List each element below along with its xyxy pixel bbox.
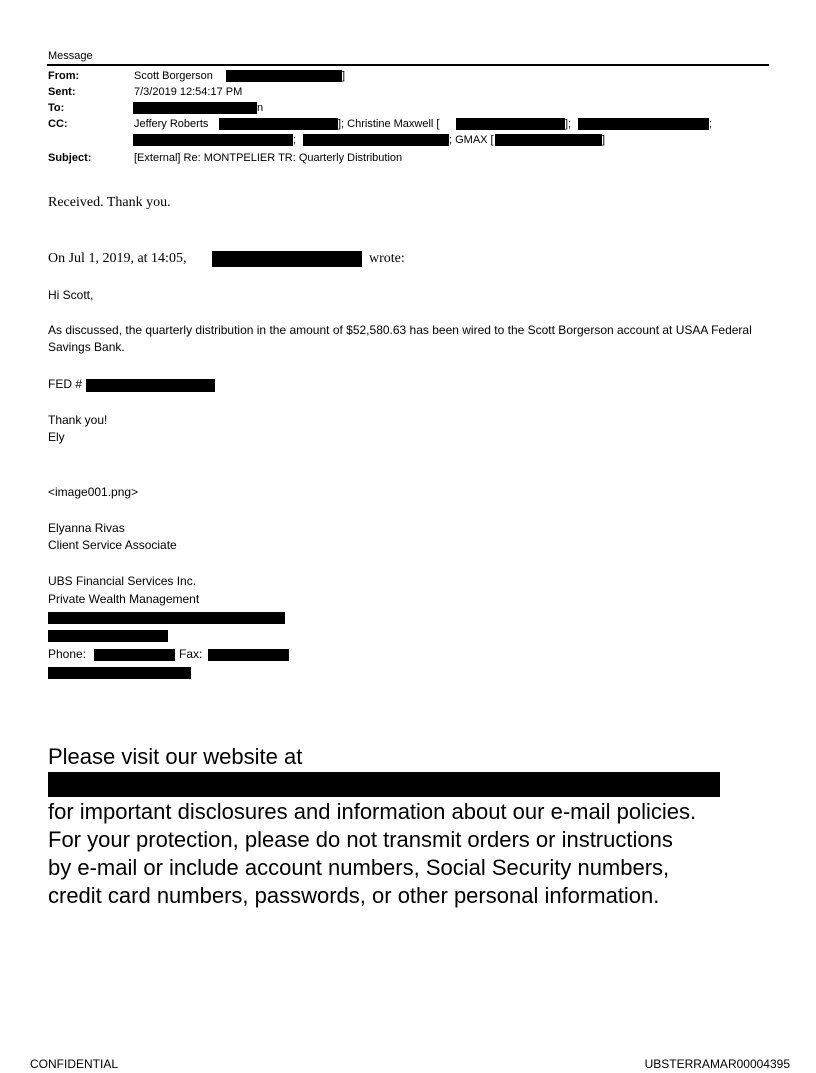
thanks: Thank you! [48, 413, 108, 427]
sign-off: Ely [48, 430, 65, 444]
cc-sep-3: ; [293, 134, 297, 146]
quote-attribution-prefix: On Jul 1, 2019, at 14:05, [48, 251, 187, 266]
sent-value: 7/3/2019 12:54:17 PM [134, 86, 243, 98]
redaction-address-2 [48, 630, 168, 642]
disclaimer-visit: Please visit our website at [48, 744, 303, 769]
cc-close: ] [602, 134, 606, 146]
image-placeholder: <image001.png> [48, 485, 139, 499]
to-tail: n [257, 102, 264, 114]
redaction-from-email [226, 70, 342, 82]
phone-label: Phone: [48, 647, 87, 661]
cc-sep-1: ]; [565, 118, 572, 130]
redaction-sender [212, 251, 362, 267]
greeting: Hi Scott, [48, 288, 94, 302]
redaction-email [48, 667, 191, 679]
distribution-paragraph: As discussed, the quarterly distribution in the amount of $52,580.63 has been wired to the Scott Borgerson account at USAA Federal Savings Bank. [48, 323, 752, 354]
from-label: From: [48, 70, 80, 82]
cc-sep-2: ; [709, 118, 713, 130]
redaction-fed-number [86, 379, 215, 392]
redaction-cc-4 [133, 134, 293, 146]
signature-name: Elyanna Rivas [48, 521, 125, 535]
confidential-label: CONFIDENTIAL [30, 1057, 119, 1071]
company-name: UBS Financial Services Inc. [48, 574, 197, 588]
cc-name-2: ]; Christine Maxwell [ [338, 118, 440, 130]
subject-label: Subject: [48, 152, 92, 164]
cc-label: CC: [48, 118, 68, 130]
sent-label: Sent: [48, 86, 76, 98]
redaction-address-1 [48, 612, 285, 624]
redaction-cc-6 [495, 134, 602, 146]
from-name: Scott Borgerson [134, 70, 213, 82]
division-name: Private Wealth Management [48, 592, 200, 606]
signature-title: Client Service Associate [48, 538, 177, 552]
redaction-cc-5 [303, 134, 449, 146]
fax-label: Fax: [179, 647, 203, 661]
reply-text: Received. Thank you. [48, 195, 171, 210]
header-divider [47, 64, 769, 66]
subject-value: [External] Re: MONTPELIER TR: Quarterly Distribution [134, 152, 403, 164]
redaction-phone [94, 649, 175, 661]
redaction-fax [208, 649, 289, 661]
message-label: Message [48, 50, 93, 62]
bates-number: UBSTERRAMAR00004395 [644, 1057, 790, 1071]
cc-gmax: ; GMAX [ [449, 134, 494, 146]
disclaimer-text: for important disclosures and information about our e-mail policies. For your protection, please do not transmit orders or instructions by e-mail or include account numbers, Social Security numbers, credit card numbers, passwords, or other personal information. [48, 799, 697, 908]
from-tail: ] [342, 70, 346, 82]
fed-label: FED # [48, 377, 83, 391]
cc-name-1: Jeffery Roberts [134, 118, 209, 130]
redaction-cc-3 [578, 118, 709, 130]
redaction-cc-2 [456, 118, 565, 130]
redaction-website-url [48, 772, 720, 797]
redaction-to [133, 102, 257, 114]
quote-attribution-suffix: wrote: [369, 251, 405, 266]
to-label: To: [48, 102, 65, 114]
redaction-cc-1 [219, 118, 338, 130]
